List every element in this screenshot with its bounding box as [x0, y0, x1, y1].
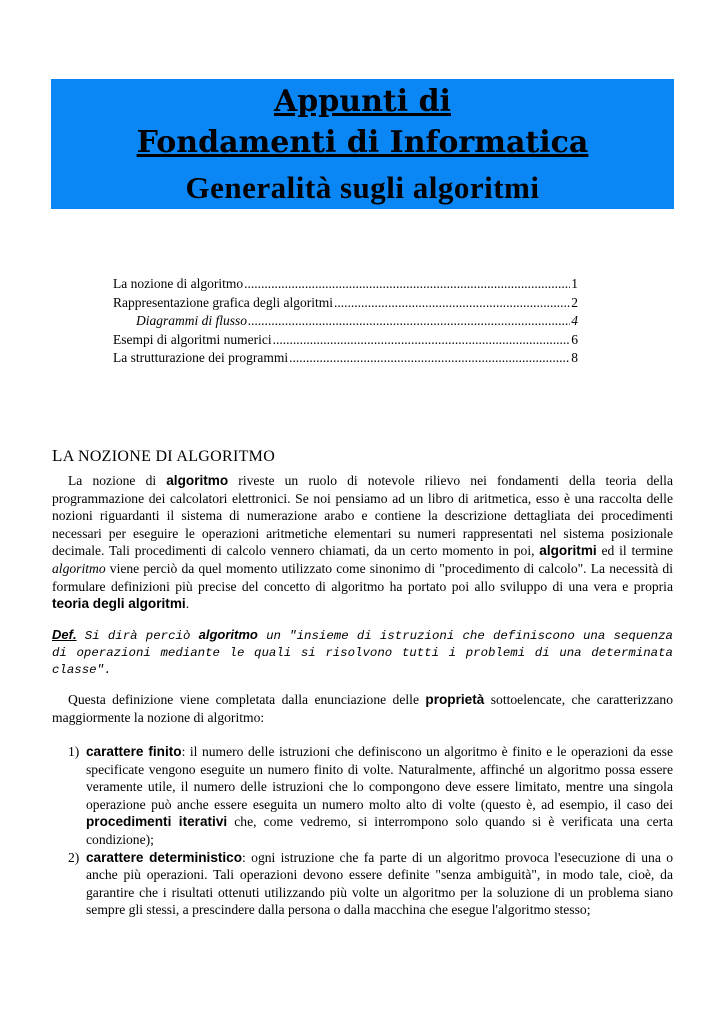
keyword: carattere finito [86, 744, 182, 759]
text: . [185, 596, 190, 612]
definition-label: Def. [52, 627, 77, 642]
toc-leader [273, 332, 571, 348]
toc-entry-page: 4 [571, 313, 578, 328]
toc-entry[interactable] [113, 332, 578, 351]
list-item [68, 743, 673, 849]
definition-block [52, 626, 673, 679]
keyword: procedimenti iterativi [86, 814, 228, 830]
toc-leader [244, 276, 570, 292]
toc-leader [289, 350, 570, 366]
paragraph-properties [52, 691, 673, 726]
keyword: algoritmo [166, 473, 229, 488]
keyword: teoria degli algoritmi [52, 596, 186, 612]
section-heading-initial: L [52, 446, 63, 465]
toc-leader [334, 295, 570, 311]
text: La nozione di [68, 473, 167, 488]
title-banner [51, 79, 674, 209]
text: che, come vedremo, si interrompono solo quando si è verificata una certa condizione); [86, 814, 673, 847]
text: riveste un ruolo di notevole rilievo nei fondamenti della teoria della programmazione dei calcolatori elettronici. Se noi pensiamo ad un libro di aritmetica, esso è una raccolta delle nozioni riguardanti il sistema di numerazione arabo e contiene la descrizione dettagliata dei procedimenti necessari per eseguire le operazioni aritmetiche elementari su numeri rappresentati nel sistema posizionale decimale. Tali procedimenti di calcolo vennero chiamati, da un certo momento in poi, [52, 473, 673, 559]
text: sottoelencate, che caratterizzano maggiormente la nozione di algoritmo: [52, 692, 673, 725]
list-number: 1) [68, 744, 80, 759]
text: : ogni istruzione che fa parte di un algoritmo provoca l'esecuzione di una o anche più operazioni. Tali operazioni devono essere definite "senza ambiguità", in modo tale, cioè, da garantire che i risultati ottenuti utilizzando più volte un algoritmo per la soluzione di un problema siano sempre gli stessi, a prescindere dalla persona o dalla macchina che esegue l'algoritmo stesso; [86, 849, 673, 918]
list-item [68, 849, 673, 919]
keyword: carattere deterministico [86, 849, 243, 865]
toc-entry[interactable] [113, 350, 578, 369]
toc-entry-page: 2 [571, 294, 578, 310]
toc-entry-page: 1 [571, 276, 578, 291]
toc-entry-label: Rappresentazione grafica degli algoritmi [113, 294, 334, 310]
text: Si dirà perciò [76, 629, 199, 643]
toc-entry-label: La nozione di algoritmo [113, 276, 244, 291]
toc-entry[interactable] [113, 276, 578, 295]
table-of-contents [113, 276, 578, 369]
keyword: proprietà [425, 692, 485, 707]
toc-entry-page: 6 [571, 331, 578, 347]
toc-entry[interactable] [113, 295, 578, 314]
text: Questa definizione viene completata dalla enunciazione delle [68, 692, 426, 707]
text: : il numero delle istruzioni che definiscono un algoritmo è finito e le operazioni da esse specificate vengono eseguite un numero finito di volte. Naturalmente, affinché un algoritmo possa essere veramente utile, il numero delle istruzioni che lo compongono deve essere limitato, mentre una singola operazione può anche essere eseguita un numero molto alto di volte (questo è, ad esempio, il caso dei [86, 744, 673, 812]
title-line-2: Fondamenti di Informatica [136, 125, 589, 160]
toc-entry-label: La strutturazione dei programmi [113, 350, 289, 365]
toc-leader [248, 313, 570, 329]
emphasis: algoritmo [52, 560, 106, 576]
text: viene perciò da quel momento utilizzato come sinonimo di "procedimento di calcolo". La necessità di formulare definizioni più precise del concetto di algoritmo ha portato poi allo sviluppo di una vera e propria [52, 560, 673, 594]
toc-entry-page: 8 [571, 350, 578, 365]
section-heading [52, 446, 275, 466]
toc-entry-label: Diagrammi di flusso [136, 313, 248, 328]
subtitle: Generalità sugli algoritmi [185, 170, 540, 205]
keyword: algoritmi [539, 543, 597, 559]
text: ed il termine [596, 543, 673, 559]
text: un "insieme di istruzioni che definiscono una sequenza di operazioni mediante le quali si risolvono tutti i problemi di una determinata classe". [52, 629, 673, 677]
paragraph-intro [52, 472, 673, 613]
list-number: 2) [68, 849, 80, 865]
title-line-1: Appunti di [274, 84, 451, 119]
section-heading-rest: A NOZIONE DI ALGORITMO [62, 448, 276, 465]
toc-entry-label: Esempi di algoritmi numerici [113, 331, 272, 347]
properties-list [68, 743, 673, 919]
toc-entry[interactable] [113, 313, 578, 332]
keyword: algoritmo [198, 627, 258, 642]
